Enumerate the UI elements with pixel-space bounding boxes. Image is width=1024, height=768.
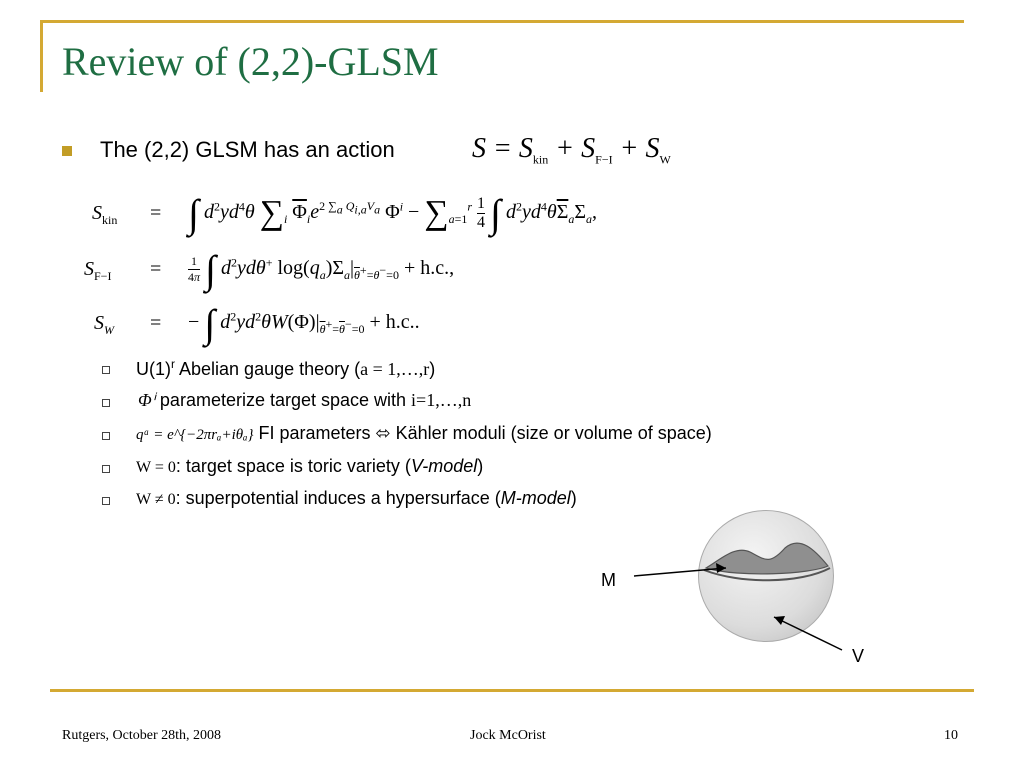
sub-bullet-fi-parameters: qᵃ = e^{−2πrₐ+iθₐ} FI parameters ⬄ Kähler moduli (size or volume of space) [136,423,712,443]
slide-title: Review of (2,2)-GLSM [62,39,439,84]
page-number: 10 [944,728,958,743]
eq-fi-row: $S_{F-I}$ = $\frac{1}{4\pi}$ ∫ $d^2yd\theta^+$ $\log(q_a)\Sigma_a|_{\overline{\theta}^+=\theta^-=0} + h.c$., [84,247,455,292]
hypersurface-shape [706,543,828,574]
eq-kin-row: $S_{kin}$ = ∫ $d^2yd^4\theta$ $\sum_i$ $\overline{\Phi}_ie^{2 \sum_a Q_{i,a}V_a}$ $\Phi^i - \sum_{a=1}^r$ $\frac{1}{4}$ ∫ $d^2yd^4\theta\overline{\Sigma}_a\Sigma_a$, [92,191,597,236]
sub-bullet-target-space: Φⁱ parameterize target space with i=1,…,n [138,390,472,410]
figure-label-m: M [601,570,616,590]
sub-bullet-m-model: W ≠ 0: superpotential induces a hypersurface (M-model) [136,488,577,508]
action-equation: $S = S_{kin} + S_{F-I} + S_W$ [472,133,671,167]
sub-bullet-gauge: $U(1)^r$ Abelian gauge theory (a = 1,…,r) [136,357,436,379]
figure-label-v: V [852,646,865,666]
arrow-v-line [774,617,842,650]
footer-left: Rutgers, October 28th, 2008 [62,728,222,743]
footer-author: Jock McOrist [470,728,546,743]
eq-w-row: $S_W$ = − ∫ $d^2yd^2\theta W(\Phi)|_{\overline{\theta}^+=\overline{\theta}^-=0} + h.c$.. [94,301,420,346]
footer-rule [50,689,974,692]
bullet-text: The (2,2) GLSM has an action [100,137,395,162]
arrow-v-head [774,616,785,625]
sub-bullet-v-model: W = 0: target space is toric variety (V-model) [136,456,484,476]
